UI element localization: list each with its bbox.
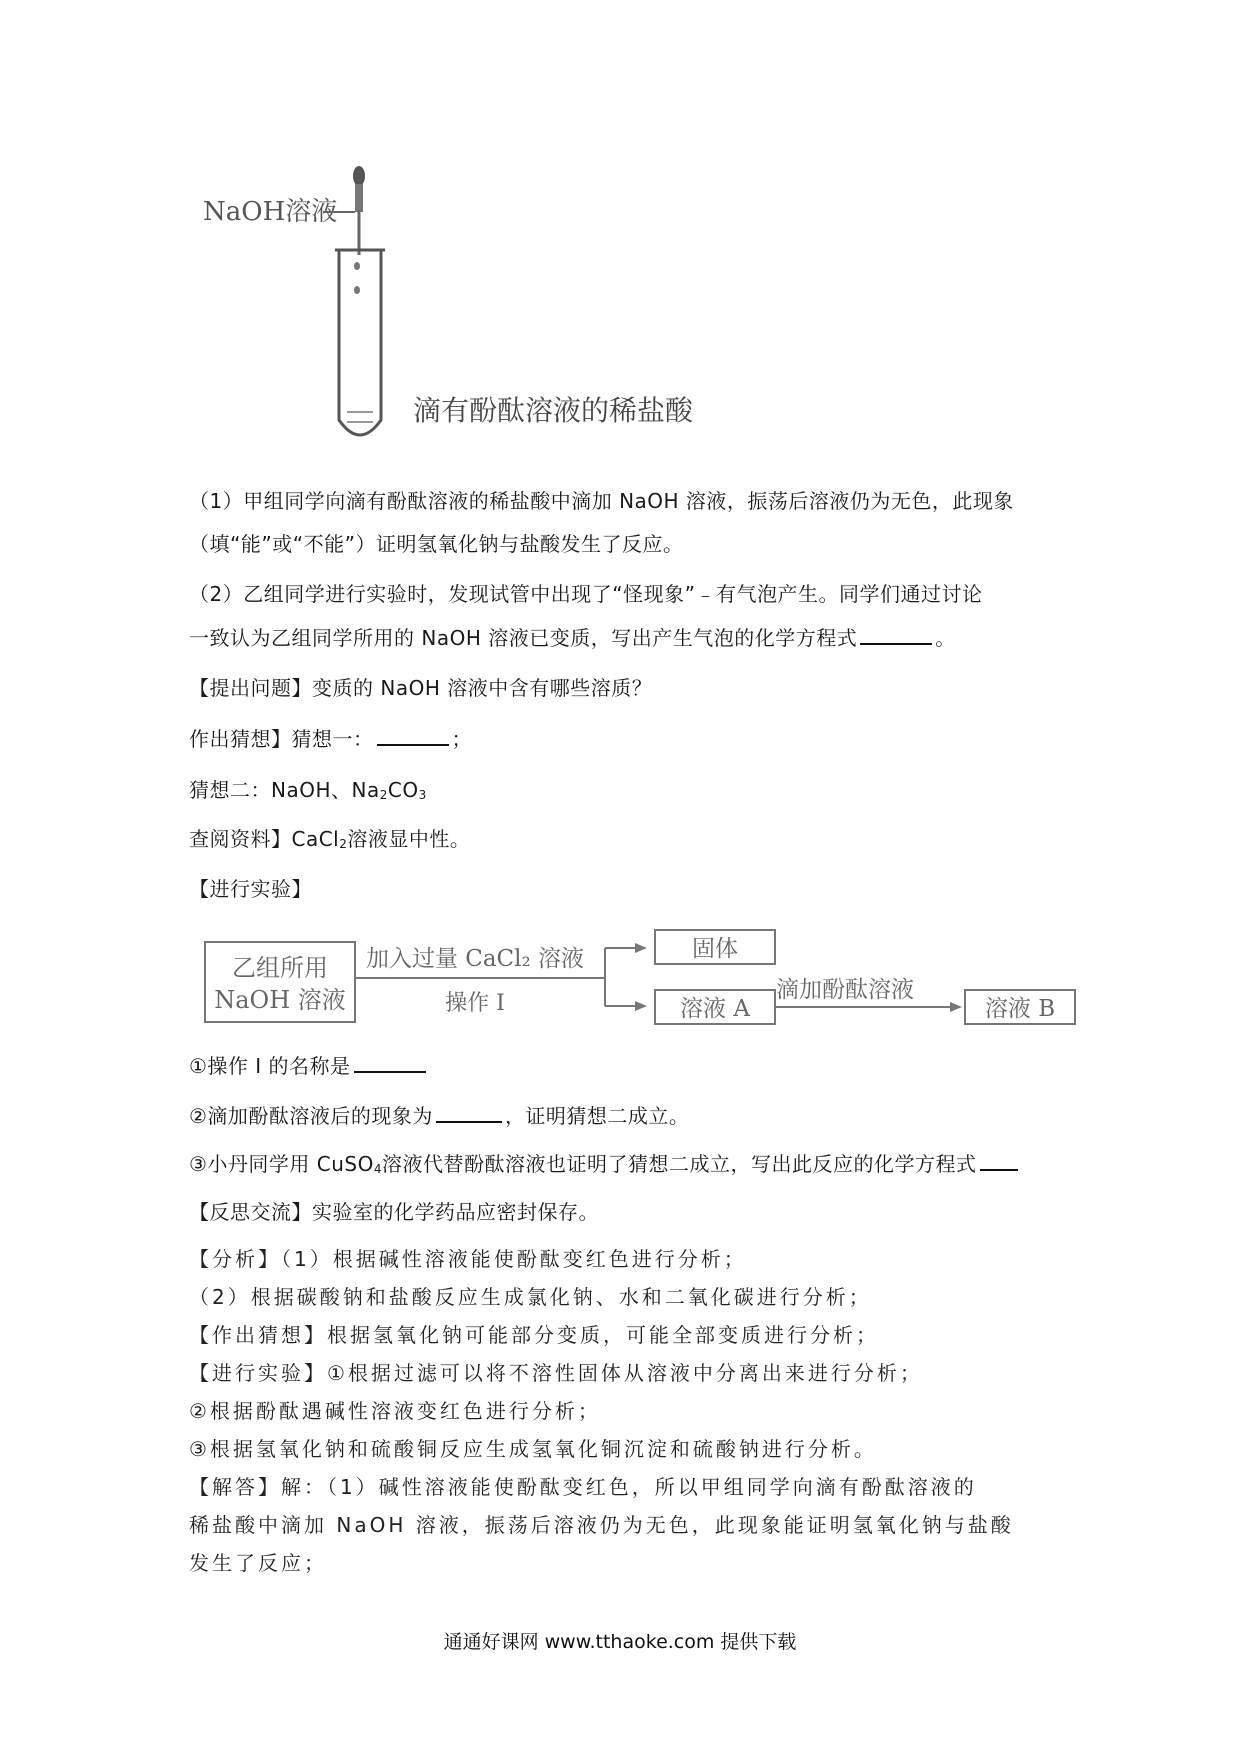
flow-start-line1: 乙组所用 xyxy=(232,954,328,982)
step1-text: ①操作 I 的名称是 xyxy=(189,1054,351,1078)
subscript: 2 xyxy=(379,788,388,802)
q2-line2 xyxy=(189,622,956,651)
solution-line1: 【解答】解：（1）碱性溶液能使酚酞变红色，所以甲组同学向滴有酚酞溶液的 xyxy=(189,1475,977,1499)
answer-blank xyxy=(354,1051,426,1073)
reference-end: 溶液显中性。 xyxy=(347,827,471,851)
reference-line xyxy=(189,823,470,852)
guess-one-end: ； xyxy=(451,727,472,751)
flow-arrow-top-label: 加入过量 CaCl₂ 溶液 xyxy=(365,946,585,972)
step2-text: ②滴加酚酞溶液后的现象为 xyxy=(189,1104,433,1128)
step1-line xyxy=(189,1050,429,1079)
q1-line1: （1）甲组同学向滴有酚酞溶液的稀盐酸中滴加 NaOH 溶液，振荡后溶液仍为无色，此现象 xyxy=(189,489,1014,513)
q2-line1: （2）乙组同学进行实验时，发现试管中出现了“怪现象”﹣有气泡产生。同学们通过讨论 xyxy=(189,582,983,606)
answer-blank xyxy=(377,724,449,746)
subscript: 2 xyxy=(339,837,348,851)
flow-solution-b-label: 溶液 B xyxy=(984,996,1056,1022)
analysis-line5: ②根据酚酞遇碱性溶液变红色进行分析； xyxy=(189,1399,601,1423)
flow-solution-a-label: 溶液 A xyxy=(680,996,750,1022)
answer-blank xyxy=(436,1101,502,1123)
question-raise: 【提出问题】变质的 NaOH 溶液中含有哪些溶质？ xyxy=(189,676,653,700)
analysis-line6: ③根据氢氧化钠和硫酸铜反应生成氢氧化铜沉淀和硫酸钠进行分析。 xyxy=(189,1437,877,1461)
guess-two-mid: CO xyxy=(387,778,419,802)
q1-line2: （填“能”或“不能”）证明氢氧化钠与盐酸发生了反应。 xyxy=(189,532,684,556)
subscript: 3 xyxy=(418,788,427,802)
solution-line3: 发生了反应； xyxy=(189,1551,327,1575)
experiment-flow-diagram xyxy=(195,920,1095,1040)
reflection-line: 【反思交流】实验室的化学药品应密封保存。 xyxy=(189,1200,599,1224)
arrow-right-icon xyxy=(635,943,647,953)
test-tube-icon xyxy=(335,250,385,435)
q2-line2-end: 。 xyxy=(935,626,956,650)
flow-arrow2-label: 滴加酚酞溶液 xyxy=(776,977,914,1003)
subscript: 4 xyxy=(373,1162,383,1176)
guess-line1 xyxy=(189,723,472,752)
step3-text: ③小丹同学用 CuSO xyxy=(189,1152,374,1176)
guess-one-text: 作出猜想】猜想一： xyxy=(189,727,374,751)
guess-line2 xyxy=(189,774,427,803)
flow-solid-label: 固体 xyxy=(692,936,738,962)
step2-end: ，证明猜想二成立。 xyxy=(504,1104,690,1128)
q2-line2-text: 一致认为乙组同学所用的 NaOH 溶液已变质，写出产生气泡的化学方程式 xyxy=(189,626,858,650)
solution-line2: 稀盐酸中滴加 NaOH 溶液，振荡后溶液仍为无色，此现象能证明氢氧化钠与盐酸 xyxy=(189,1513,1014,1537)
analysis-line2: （2）根据碳酸钠和盐酸反应生成氯化钠、水和二氧化碳进行分析； xyxy=(189,1285,872,1309)
flow-start-line2: NaOH 溶液 xyxy=(214,986,346,1014)
arrow-right-icon xyxy=(635,1001,647,1011)
analysis-line4: 【进行实验】①根据过滤可以将不溶性固体从溶液中分离出来进行分析； xyxy=(189,1361,923,1385)
answer-blank xyxy=(980,1149,1018,1171)
analysis-line1: 【分析】（1）根据碱性溶液能使酚酞变红色进行分析； xyxy=(189,1247,747,1271)
reference-text: 查阅资料】CaCl xyxy=(189,827,340,851)
reagent-label: NaOH溶液 xyxy=(203,197,338,227)
guess-two-text: 猜想二：NaOH、Na xyxy=(189,778,380,802)
analysis-line3: 【作出猜想】根据氢氧化钠可能部分变质，可能全部变质进行分析； xyxy=(189,1323,879,1347)
step2-line xyxy=(189,1100,689,1129)
experiment-title: 【进行实验】 xyxy=(189,877,312,901)
answer-blank xyxy=(860,623,932,645)
tube-label: 滴有酚酞溶液的稀盐酸 xyxy=(413,394,694,427)
step3-end: 溶液代替酚酞溶液也证明了猜想二成立，写出此反应的化学方程式 xyxy=(382,1152,977,1176)
arrow-right-icon xyxy=(950,1002,962,1012)
dropper-icon xyxy=(353,166,365,255)
step3-line xyxy=(189,1148,1021,1177)
page-footer: 通通好课网 www.tthaoke.com 提供下载 xyxy=(443,1631,797,1653)
test-tube-figure xyxy=(195,150,755,450)
flow-arrow-bottom-label: 操作 I xyxy=(445,991,505,1016)
